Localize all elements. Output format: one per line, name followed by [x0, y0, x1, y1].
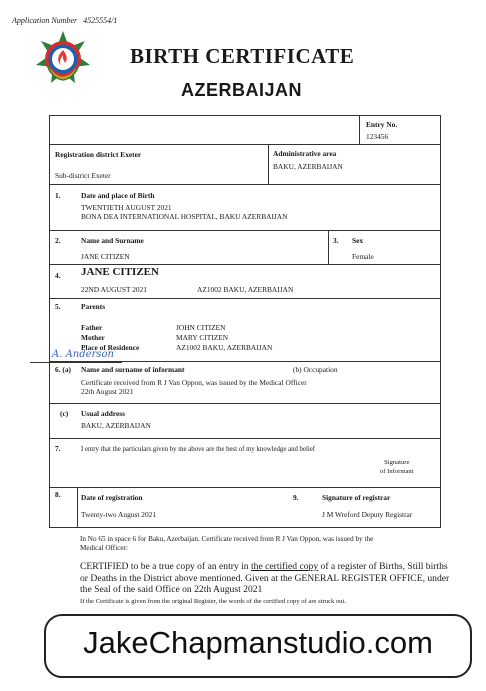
- parents-label: Parents: [81, 302, 106, 311]
- administrative-area-label: Administrative area: [273, 149, 337, 158]
- section-7-number: 7.: [55, 444, 61, 453]
- footer-note-1: In No 65 in space 6 for Baku, Azerbaijan. Certificate received from R J Van Oppon, was issued by the: [80, 535, 374, 543]
- section-6c-number: (c): [60, 409, 69, 418]
- occupation-label: (b) Occupation: [293, 365, 338, 374]
- child-name: JANE CITIZEN: [81, 252, 130, 261]
- section-8-number: 8.: [55, 490, 61, 499]
- section-4-number: 4.: [55, 271, 61, 280]
- birth-place: BONA DEA INTERNATIONAL HOSPITAL, BAKU AZERBAIJAN: [81, 212, 288, 221]
- residence-label: Place of Residence: [81, 343, 140, 352]
- document-title: BIRTH CERTIFICATE: [130, 44, 355, 68]
- mother-value: MARY CITIZEN: [176, 333, 229, 342]
- footer-note-2: Medical Officer:: [80, 544, 128, 552]
- registration-date: 22ND AUGUST 2021: [81, 285, 147, 294]
- watermark-banner: [44, 614, 472, 678]
- date-of-registration-value: Twenty-two August 2021: [81, 510, 157, 519]
- informant-signature: A. Anderson: [52, 349, 114, 360]
- registrar-signature-value: J M Wreford Deputy Registrar: [322, 510, 413, 519]
- section-6a-number: 6. (a): [55, 365, 72, 374]
- usual-address-value: BAKU, AZERBAIJAN: [81, 421, 151, 430]
- registrar-signature-label: Signature of registrar: [322, 493, 391, 502]
- country-title: AZERBAIJAN: [181, 80, 303, 100]
- application-number: Application Number 4525554/1: [12, 16, 118, 25]
- registration-place: AZ1002 BAKU, AZERBAIJAN: [197, 285, 294, 294]
- section-1-number: 1.: [55, 191, 61, 200]
- section-2-number: 2.: [55, 236, 61, 245]
- watermark-text: JakeChapmanstudio.com: [83, 625, 433, 660]
- birth-date-place-label: Date and place of Birth: [81, 191, 155, 200]
- sex-label: Sex: [352, 236, 364, 245]
- residence-value: AZ1002 BAKU, AZERBAIJAN: [176, 343, 273, 352]
- application-number-value: 4525554/1: [83, 16, 118, 25]
- informant-label: Name and surname of informant: [81, 365, 185, 374]
- administrative-area-value: BAKU, AZERBAIJAN: [273, 162, 343, 171]
- signature-of-informant-label: Signature of Informant: [380, 459, 414, 475]
- informant-date: 22th August 2021: [81, 387, 134, 396]
- azerbaijan-state-emblem-icon: [34, 30, 92, 88]
- section-5-number: 5.: [55, 302, 61, 311]
- mother-label: Mother: [81, 333, 105, 342]
- name-surname-label: Name and Surname: [81, 236, 144, 245]
- entry-label: Entry No.: [366, 120, 398, 129]
- section-9-number: 9.: [293, 493, 299, 502]
- father-value: JOHN CITIZEN: [176, 323, 226, 332]
- informant-note: Certificate received from R J Van Oppon, was issued by the Medical Officer: [81, 378, 307, 387]
- registration-district: Registration district Exeter: [55, 150, 142, 159]
- date-of-registration-label: Date of registration: [81, 493, 143, 502]
- certification-statement: CERTIFIED to be a true copy of an entry in the certified copy of a register of Births, Still births or Deaths in the District above mentioned. Given at the GENERAL REGISTER OFFICE, under the Seal of the said Office on 22th August 2021: [80, 561, 450, 596]
- certificate-footnote: If the Certificate is given from the original Register, the words of the certified copy of are struck out.: [80, 598, 346, 605]
- full-name-large: JANE CITIZEN: [81, 266, 159, 278]
- usual-address-label: Usual address: [81, 409, 126, 418]
- sex-value: Female: [352, 252, 374, 261]
- sub-district: Sub-district Exeter: [55, 171, 111, 180]
- informant-declaration: I entry that the particulars given by me above are the best of my knowledge and belief: [81, 446, 316, 453]
- signature-line: [30, 362, 122, 363]
- section-3-number: 3.: [333, 236, 339, 245]
- entry-value: 123456: [366, 132, 389, 141]
- certificate-form: [49, 115, 441, 528]
- father-label: Father: [81, 323, 103, 332]
- birth-date: TWENTIETH AUGUST 2021: [81, 203, 172, 212]
